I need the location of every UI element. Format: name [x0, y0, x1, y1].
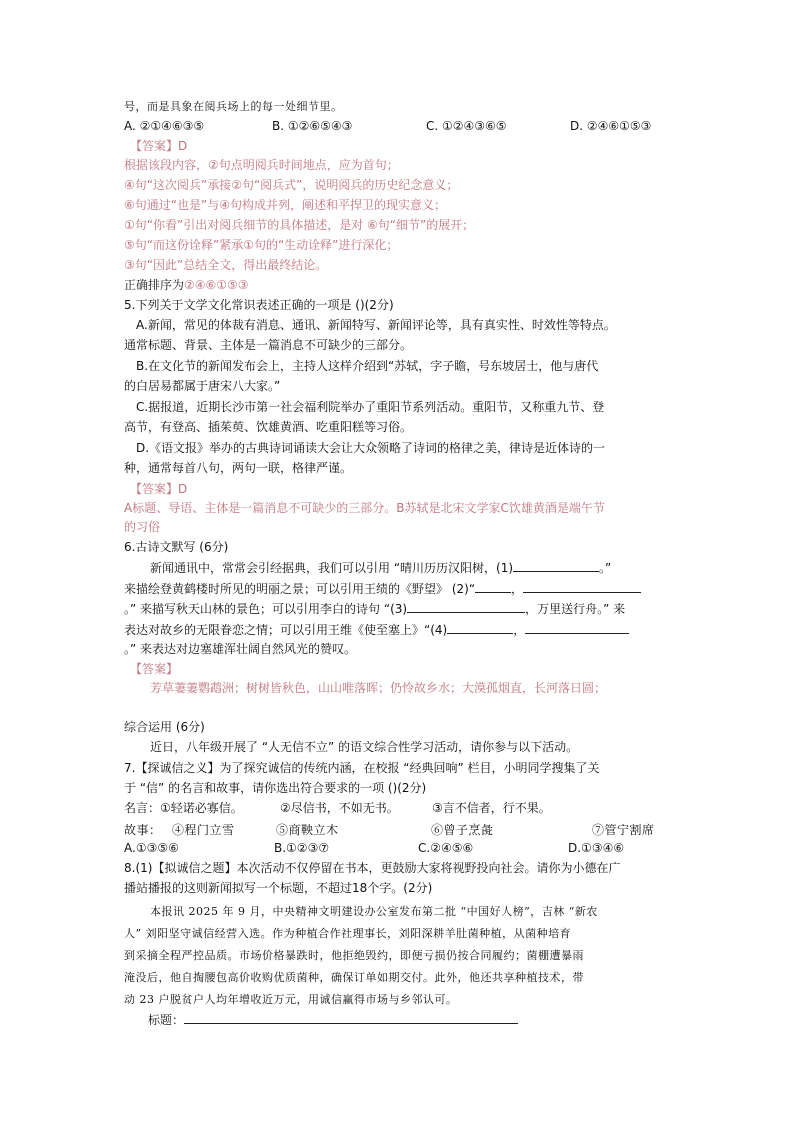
q7-option-b: B.①②③⑦ — [274, 841, 330, 855]
q8-title-label: 标题： — [148, 1013, 185, 1027]
q8-news-line: 动 23 户脱贫户人均年增收近万元，用诚信赢得市场与乡邻认可。 — [124, 993, 458, 1006]
q5-answer: 【答案】D — [130, 482, 188, 496]
q8-title-row — [148, 1011, 518, 1029]
q5-explain-line: 的习俗 — [124, 520, 161, 534]
q4-option-c: C. ①②④③⑥⑤ — [426, 119, 507, 133]
q6-text: ， — [513, 623, 526, 637]
q5-option-c-line1: C.据报道，近期长沙市第一社会福利院举办了重阳节系列活动。重阳节，又称重九节、登 — [136, 400, 605, 414]
q8-news-line: 人” 刘阳坚守诚信经营入选。作为种植合作社理事长，刘阳深耕羊肚菌种植，从菌种培育 — [124, 927, 572, 940]
q7-story: ⑦管宁割席 — [592, 823, 655, 837]
q4-explain-line: ⑤句“而这份诠释”紧承①句的“生动诠释”进行深化； — [124, 238, 399, 252]
q8-news-line: 到采摘全程严控品质。市场价格暴跌时，他拒绝毁约，即便亏损仍按合同履约；菌棚遭暴雨 — [124, 949, 584, 962]
q6-answer: 【答案】 — [130, 662, 179, 676]
q5-option-d-line1: D.《语文报》举办的古典诗词诵读大会让大众领略了诗词的格律之美，律诗是近体诗的一 — [136, 441, 606, 455]
q8-line1: 8.(1)【拟诚信之题】本次活动不仅停留在书本，更鼓励大家将视野投向社会。请你为小德在广 — [124, 861, 621, 875]
q4-explain-line: ③句“因此”总结全文，得出最终结论。 — [124, 258, 328, 272]
q7-quotes-label: 名言： — [124, 801, 161, 815]
q7-option-c: C.②④⑤⑥ — [418, 841, 474, 855]
q4-explain-line: ④句“这次阅兵”承接②句“阅兵式”，说明阅兵的历史纪念意义； — [124, 178, 459, 192]
q6-title: 6.古诗文默写 (6分) — [124, 540, 229, 554]
q8-news-line: 淹没后，他自掏腰包高价收购优质菌种，确保订单如期交付。此外，他还共享种植技术，带 — [124, 971, 584, 984]
q5-explain-line: A标题、导语、主体是一篇消息不可缺少的三部分。B苏轼是北宋文学家C饮雄黄酒是端午节 — [124, 501, 605, 515]
q4-order-label: 正确排序为 — [124, 278, 185, 292]
q5-title: 5.下列关于文学文化常识表述正确的一项是 ()(2分) — [124, 298, 394, 312]
q4-answer: 【答案】D — [130, 139, 188, 153]
q7-quote: ①轻诺必寡信。 — [160, 801, 243, 815]
q6-text: ， — [511, 582, 524, 596]
title-answer-blank[interactable] — [184, 1011, 518, 1024]
answer-blank[interactable] — [407, 600, 525, 613]
q6-line — [124, 600, 625, 618]
answer-blank[interactable] — [475, 580, 511, 593]
q5-option-b-line2: 的白居易都属于唐宋八大家。” — [124, 379, 281, 393]
q7-quote: ②尽信书，不如无书。 — [280, 801, 399, 815]
q8-line2: 播站播报的这则新闻拟写一个标题，不超过18个字。(2分) — [124, 881, 433, 895]
q4-explain-line: ①句“你看”引出对阅兵细节的具体描述，是对 ⑥句“细节”的展开； — [124, 218, 475, 232]
q7-line1: 7.【探诚信之义】为了探究诚信的传统内涵，在校报 “经典回响” 栏目，小明同学搜集了关 — [124, 761, 600, 775]
q4-explain-line: 根据该段内容，②句点明阅兵时间地点，应为首句； — [124, 158, 399, 172]
q7-line2: 于 “信” 的名言和故事，请你选出符合要求的一项 ()(2分) — [124, 781, 427, 795]
q5-option-a-line1: A.新闻，常见的体裁有消息、通讯、新闻特写、新闻评论等，具有真实性、时效性等特点。 — [136, 318, 616, 332]
q6-text: 来描绘登黄鹤楼时所见的明丽之景；可以引用王绩的《野望》 (2)“ — [124, 582, 476, 596]
q5-option-d-line2: 种，通常每首八句，两句一联，格律严谨。 — [124, 461, 353, 475]
q4-order-value: ②④⑥①⑤③ — [184, 278, 249, 292]
q4-option-b: B. ①②⑥⑤④③ — [272, 119, 353, 133]
q4-option-d: D. ②④⑥①⑤③ — [570, 119, 652, 133]
section-title: 综合运用 (6分) — [124, 720, 205, 734]
q6-text: 。” — [599, 561, 612, 575]
q6-text: 。” 来描写秋天山林的景色；可以引用李白的诗句 “(3) — [124, 602, 408, 616]
q7-option-d: D.①③④⑥ — [568, 841, 625, 855]
q7-option-a: A.①③⑤⑥ — [124, 841, 179, 855]
q5-option-a-line2: 通常标题、背景、主体是一篇消息不可缺少的三部分。 — [124, 338, 413, 352]
q7-story: ④程门立雪 — [172, 823, 235, 837]
q6-line — [150, 559, 611, 577]
q4-correct-order — [124, 277, 249, 294]
q6-text: ，万里送行舟。” 来 — [525, 602, 626, 616]
q6-answer-text: 芳草萋萋鹦鹉洲；树树皆秋色，山山唯落晖；仍怜故乡水；大漠孤烟直，长河落日圆； — [150, 681, 607, 695]
q4-explain-line: ⑥句通过“也是”与④句构成并列，阐述和平捍卫的现实意义； — [124, 198, 446, 212]
q7-story: ⑥曾子烹彘 — [431, 823, 494, 837]
q6-text: 新闻通讯中，常常会引经据典，我们可以引用 “晴川历历汉阳树，(1) — [150, 561, 514, 575]
q6-line — [124, 580, 641, 598]
q5-option-b-line1: B.在文化节的新闻发布会上，主持人这样介绍到“苏轼，字子瞻，号东坡居士，他与唐代 — [136, 359, 599, 373]
section-intro: 近日，八年级开展了 “人无信不立” 的语文综合性学习活动，请你参与以下活动。 — [150, 740, 579, 754]
q6-text: 表达对故乡的无限眷恋之情；可以引用王维《使至塞上》“(4) — [124, 623, 448, 637]
q6-line — [124, 621, 629, 639]
answer-blank[interactable] — [447, 621, 513, 634]
q8-news-line: 本报讯 2025 年 9 月，中央精神文明建设办公室发布第二批 “中国好人榜”，吉林 “新农 — [150, 905, 598, 918]
q5-option-c-line2: 高节，有登高、插茱萸、饮雄黄酒、吃重阳糕等习俗。 — [124, 420, 413, 434]
q4-tail-text: 号，而是具象在阅兵场上的每一处细节里。 — [124, 100, 343, 113]
answer-blank[interactable] — [525, 621, 629, 634]
answer-blank[interactable] — [513, 559, 599, 572]
q6-line: 。” 来表达对边塞雄浑壮阔自然风光的赞叹。 — [124, 642, 357, 656]
q7-story: ⑤商鞅立木 — [276, 823, 339, 837]
answer-blank[interactable] — [523, 580, 641, 593]
q4-option-a: A. ②①④⑥③⑤ — [124, 119, 205, 133]
q7-story-label: 故事： — [124, 823, 162, 837]
q7-quote: ③言不信者，行不果。 — [432, 801, 551, 815]
